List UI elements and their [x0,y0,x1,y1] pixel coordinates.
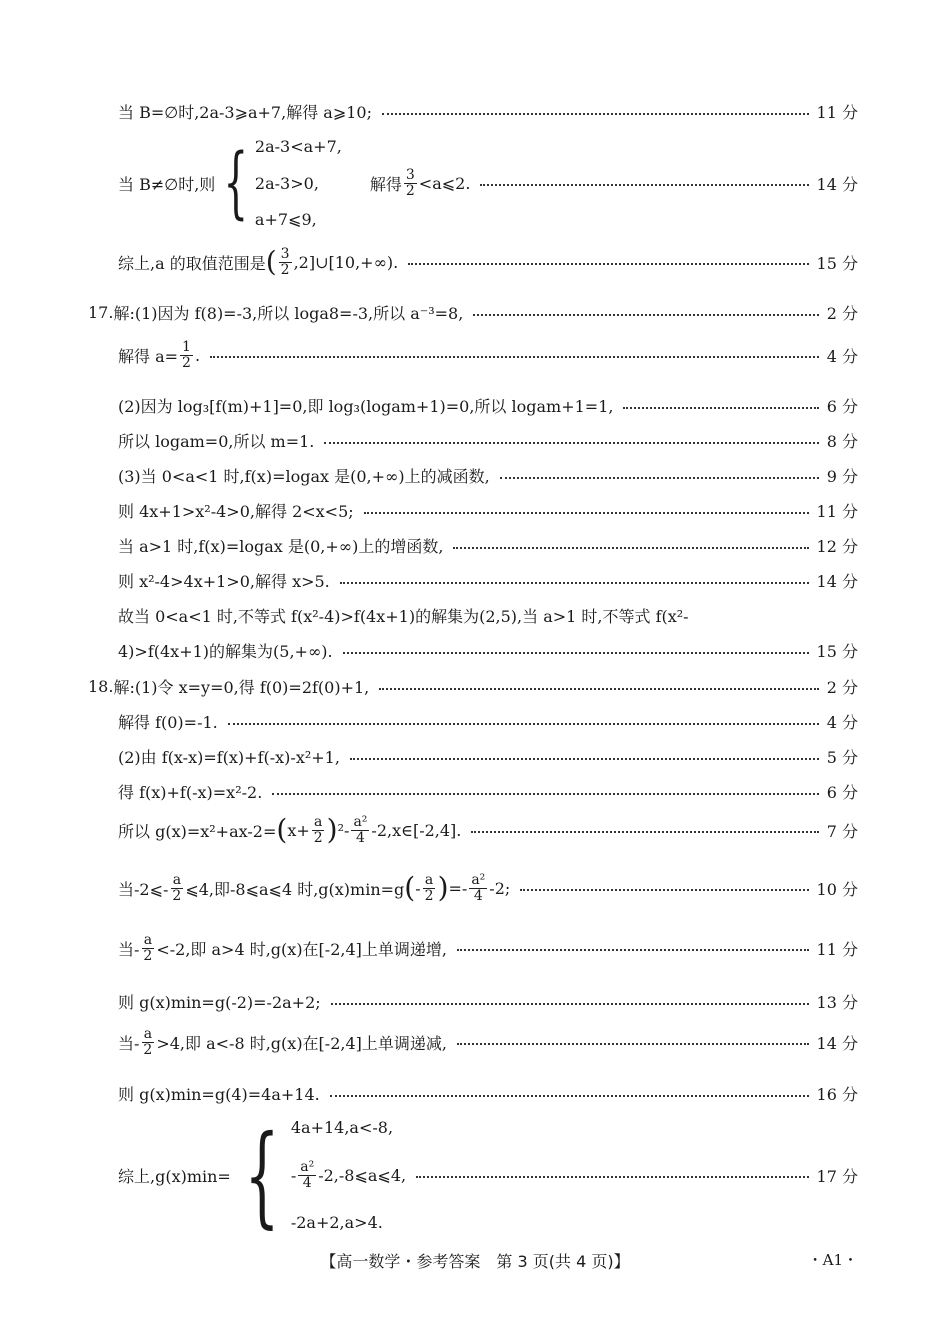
paren: ( [265,245,277,279]
question-number: 17. [88,303,114,322]
paren: ( [404,871,416,905]
answer-line [118,639,858,662]
answer-line [118,1027,858,1057]
line-text: ,2]∪[10,+∞). [293,252,399,272]
answer-line [118,990,858,1013]
line-text: <a⩽2. [418,173,471,193]
line-text: 则 g(x)min=g(-2)=-2a+2; [118,993,321,1012]
answer-line [118,933,858,963]
line-text: 4)>f(4x+1)的解集为(5,+∞). [118,642,333,661]
fraction: $\frac{1}{2}$ [182,339,191,371]
brace: { [223,138,249,228]
score: 14 分 [816,572,858,591]
answer-line [88,675,858,698]
score: 12 分 [816,537,858,556]
line-text: 则 4x+1>x²-4>0,解得 2<x<5; [118,502,354,521]
leader-dots [457,949,809,951]
line-text: ²- [337,820,350,840]
line-text: 解得 [369,174,402,194]
answer-line [118,745,858,768]
system-row: 2a-3<a+7, [254,137,342,156]
leader-dots [210,356,819,358]
fraction: $\frac{a}{2}$ [143,932,153,964]
score: 2 分 [826,678,858,697]
score: 14 分 [816,1033,858,1053]
score: 17 分 [816,1166,858,1186]
leader-dots [340,582,809,584]
score: 11 分 [816,502,858,521]
line-text: 当- [118,1033,140,1053]
line-text: 解:(1)令 x=y=0,得 f(0)=2f(0)+1, [113,678,370,697]
answer-line [118,534,858,557]
line-text: 得 f(x)+f(-x)=x²-2. [118,783,263,802]
leader-dots [343,652,809,654]
score: 13 分 [816,993,858,1012]
score: 7 分 [826,821,858,841]
score: 16 分 [816,1085,858,1104]
fraction: $\frac{\text{a²}}{4}$ [353,814,368,846]
score: 11 分 [816,103,858,122]
score: 4 分 [826,346,858,366]
page-footer: 【高一数学・参考答案 第 3 页(共 4 页)】 [320,1252,630,1271]
answer-line [118,340,858,370]
line-text: -2; [489,878,511,898]
fraction: $\frac{a}{2}$ [424,872,434,904]
line-text: =- [448,878,468,898]
score: 14 分 [816,174,858,194]
leader-dots [382,113,809,115]
fraction: $\frac{a}{2}$ [143,1026,153,1058]
line-text: - [415,878,421,898]
score: 15 分 [816,253,858,273]
line-text: 当 B≠∅时,则 [118,174,216,194]
answer-line [118,100,858,123]
leader-dots [228,723,819,725]
line-text: 故当 0<a<1 时,不等式 f(x²-4)>f(4x+1)的解集为(2,5),当 a>1 时,不等式 f(x²- [118,607,689,626]
leader-dots [331,1003,809,1005]
answer-line [118,604,858,627]
answer-line [118,429,858,452]
leader-dots [272,793,818,795]
score: 15 分 [816,642,858,661]
line-text: 所以 g(x)=x²+ax-2= [118,821,277,841]
line-text: 当 a>1 时,f(x)=logax 是(0,+∞)上的增函数, [118,537,444,556]
line-text: 当-2⩽- [118,879,169,899]
answer-line [118,873,858,903]
score: 11 分 [816,939,858,959]
answer-line [118,1082,858,1105]
line-text: 解得 a= [118,346,179,366]
score: 10 分 [816,879,858,899]
line-text: 当 B=∅时,2a-3⩾a+7,解得 a⩾10; [118,103,372,122]
line-text: 综上,a 的取值范围是 [118,253,266,273]
brace: { [244,1111,280,1239]
line-text: -2,x∈[-2,4]. [371,820,462,840]
line-text: 解:(1)因为 f(8)=-3,所以 loga8=-3,所以 a⁻³=8, [113,304,464,323]
leader-dots [453,547,808,549]
fraction: $\frac{a}{2}$ [313,814,323,846]
score: 5 分 [826,748,858,767]
line-text: >4,即 a<-8 时,g(x)在[-2,4]上单调递减, [156,1033,447,1053]
fraction: $\frac{3}{2}$ [405,166,415,199]
leader-dots [520,889,808,891]
leader-dots [408,263,808,265]
paren: ) [437,871,449,905]
line-text: 所以 logam=0,所以 m=1. [118,432,315,451]
line-text: ⩽4,即-8⩽a⩽4 时,g(x)min=g [185,879,405,899]
leader-dots [500,477,819,479]
leader-dots [480,184,808,186]
line-text: 解得 f(0)=-1. [118,713,218,732]
answer-line [88,301,858,324]
leader-dots [416,1176,808,1178]
leader-dots [324,442,818,444]
answer-line [118,710,858,733]
line-text: 则 x²-4>4x+1>0,解得 x>5. [118,572,330,591]
fraction: $\frac{3}{2}$ [280,246,290,278]
line-text: 则 g(x)min=g(4)=4a+14. [118,1085,320,1104]
answer-line [118,135,858,231]
line-text: (2)由 f(x-x)=f(x)+f(-x)-x²+1, [118,748,340,767]
answer-line [118,499,858,522]
system-row: a+7⩽9, [254,210,317,229]
leader-dots [457,1043,809,1045]
system-row: 2a-3>0, [254,173,319,193]
answer-line [118,780,858,803]
score: 6 分 [826,783,858,802]
answer-line [118,394,858,417]
score: 6 分 [826,397,858,416]
answer-line [118,569,858,592]
equation-system [231,1111,407,1239]
answer-line [118,815,858,845]
line-text: 当- [118,939,140,959]
answer-line [118,1111,858,1239]
answer-line [118,247,858,277]
leader-dots [623,407,818,409]
line-text: <-2,即 a>4 时,g(x)在[-2,4]上单调递增, [156,939,447,959]
leader-dots [379,688,818,690]
system-row: -2a+2,a>4. [290,1213,383,1232]
paren: ) [326,813,338,847]
score: 9 分 [826,467,858,486]
system-row: 4a+14,a<-8, [290,1118,394,1137]
score: 2 分 [826,304,858,323]
fraction: $\frac{\text{a²}}{4}$ [471,872,486,904]
equation-system [215,137,342,229]
line-text: (3)当 0<a<1 时,f(x)=logax 是(0,+∞)上的减函数, [118,467,490,486]
system-row: - $\frac{\text{a²}}{4}$ -2,-8⩽a⩽4, [290,1158,407,1191]
answer-line [118,464,858,487]
leader-dots [471,831,818,833]
leader-dots [330,1095,809,1097]
leader-dots [473,314,818,316]
leader-dots [350,758,819,760]
line-text: (2)因为 log₃[f(m)+1]=0,即 log₃(logam+1)=0,所以 logam+1=1, [118,397,614,416]
version-badge: ・A1・ [807,1251,858,1269]
paren: ( [276,813,288,847]
leader-dots [364,512,809,514]
line-text: . [194,345,201,365]
fraction: $\frac{a}{2}$ [172,872,182,904]
question-number: 18. [88,677,114,696]
score: 8 分 [826,432,858,451]
line-text: x+ [287,820,310,840]
score: 4 分 [826,713,858,732]
line-text: 综上,g(x)min= [118,1166,231,1186]
